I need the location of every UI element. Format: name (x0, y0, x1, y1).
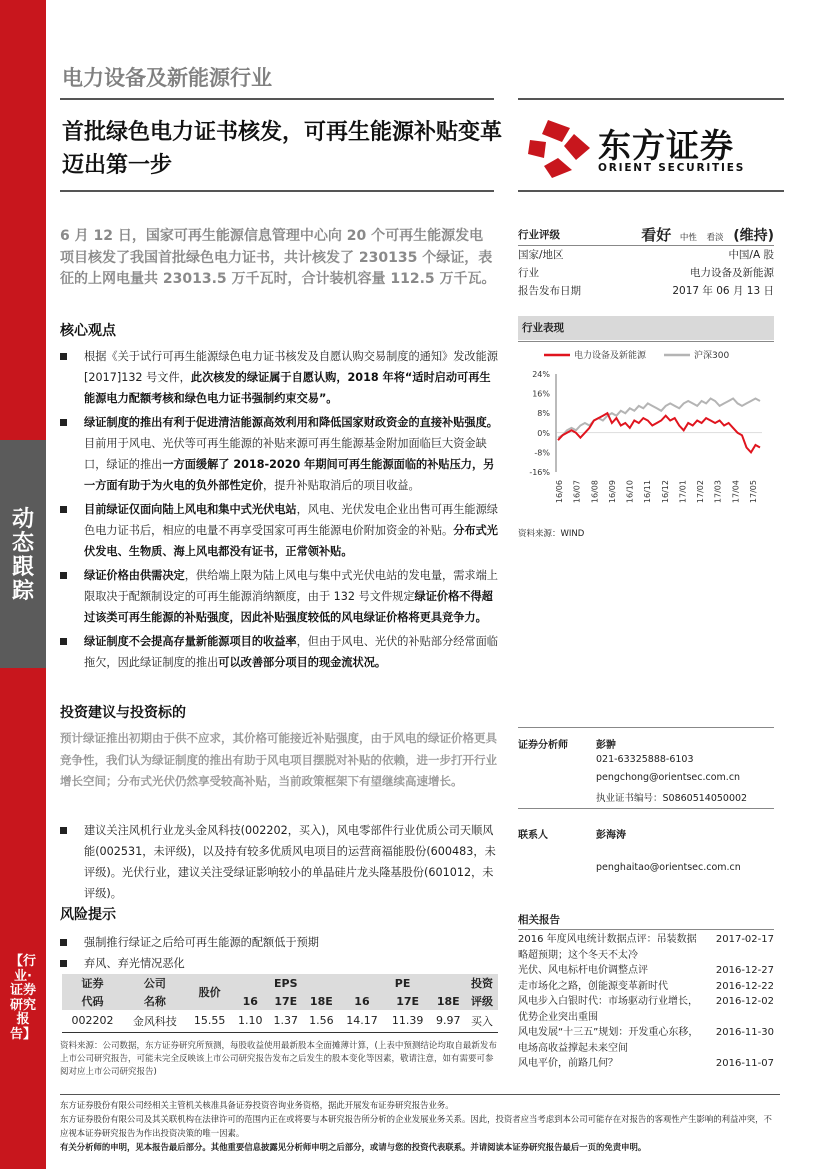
table-header: 名称 (123, 992, 187, 1010)
risk-heading: 风险提示 (60, 907, 116, 923)
table-header: 股价 (187, 974, 233, 1010)
related-item[interactable]: 略超预期；这个冬天不太冷 (518, 949, 638, 961)
related-item[interactable]: 2016 年度风电统计数据点评：吊装数据 2017-02-17 (518, 934, 774, 945)
report-type-label: 动态跟踪 (11, 507, 34, 604)
related-item[interactable]: 光伏、风电标杆电价调整点评 2016-12-27 (518, 965, 774, 976)
disclaimer (60, 1098, 780, 1154)
contact-email[interactable]: penghaitao@orientsec.com.cn (596, 862, 741, 873)
report-title: 首批绿色电力证书核发，可再生能源补贴变革迈出第一步 (62, 120, 503, 178)
x-tick-label: 16/12 (660, 480, 670, 504)
related-item[interactable]: 优势企业突出重围 (518, 1011, 598, 1023)
risk-list (60, 932, 500, 974)
brand-mark-icon (528, 118, 592, 180)
table-cell: 9.97 (431, 1010, 467, 1032)
related-item[interactable]: 风电步入白银时代：市场驱动行业增长， 2016-12-02 (518, 996, 774, 1007)
table-cell: 15.55 (187, 1010, 233, 1032)
table-cell: 1.56 (304, 1010, 340, 1032)
table-cell: 002202 (62, 1010, 123, 1032)
list-item: 建议关注风机行业龙头金风科技(002202，买入)，风电零部件行业优质公司天顺风能(002531，未评级)，以及持有较多优质风电项目的运营商福能股份(600483，未评级)。光伏行业，建议关注受绿证影响较小的单晶硅片龙头隆基股份(601012，未评级)。 (60, 820, 500, 904)
y-tick-label: -16% (529, 468, 550, 477)
divider (518, 341, 774, 342)
rating-sub: 看淡 (706, 233, 724, 243)
brand-logo (528, 118, 788, 180)
table-cell: 买入 (466, 1010, 498, 1032)
x-tick-label: 16/09 (607, 480, 617, 504)
x-tick-label: 16/07 (572, 480, 582, 504)
report-category-label: 【行业·证券研究报告】 (9, 954, 36, 1042)
chart-source: 资料来源：WIND (518, 529, 585, 539)
invest-list (60, 820, 500, 907)
stock-table (62, 974, 498, 1033)
table-header: 18E (431, 992, 467, 1010)
divider (60, 190, 494, 192)
table-header: EPS (232, 974, 339, 992)
table-header: 17E (268, 992, 304, 1010)
x-tick-label: 16/08 (590, 480, 600, 504)
related-item[interactable]: 风电发展“十三五”规划：开发重心东移， 2016-11-30 (518, 1027, 774, 1038)
chart-title: 行业表现 (518, 316, 774, 340)
disclaimer-line: 东方证券股份有限公司及其关联机构在法律许可的范围内正在或将要与本研究报告所分析的企业发展业务关系。因此，投资者应当考虑到本公司可能存在对报告的客观性产生影响的利益冲突，不应视本证券研究报告为作出投资决策的唯一因素。 (60, 1114, 772, 1138)
core-list (60, 346, 500, 676)
rating-box (518, 224, 774, 300)
x-tick-label: 17/05 (749, 480, 758, 504)
table-header: 投资 (466, 974, 498, 992)
x-tick-label: 17/04 (731, 480, 741, 504)
divider (518, 190, 784, 192)
analyst-label: 证券分析师 (518, 740, 568, 751)
y-tick-label: 8% (537, 409, 550, 419)
related-item[interactable]: 风电平价，前路几何？ 2016-11-07 (518, 1058, 774, 1069)
x-tick-label: 17/02 (696, 480, 706, 504)
divider (518, 98, 784, 100)
industry-performance-chart (518, 344, 774, 520)
analyst-cert: 执业证书编号：S0860514050002 (596, 793, 748, 804)
brand-name-en: ORIENT SECURITIES (598, 162, 746, 174)
rating-sub: 中性 (679, 233, 697, 243)
analyst-name: 彭翀 (596, 740, 616, 751)
table-cell: 1.37 (268, 1010, 304, 1032)
list-item: 强制推行绿证之后给可再生能源的配额低于预期 (60, 932, 500, 953)
table-header: 16 (339, 992, 385, 1010)
y-tick-label: 0% (537, 428, 550, 438)
list-item: 绿证价格由供需决定，供给端上限为陆上风电与集中式光伏电站的发电量，需求端上限取决于配额制设定的可再生能源消纳额度，由于 132 号文件规定绿证价格不得超过该类可再生能源的补贴强度，因此补贴强度较低的风电绿证价格将更具竞争力。 (60, 565, 500, 628)
x-tick-label: 16/06 (555, 480, 564, 504)
table-header: 证券 (62, 974, 123, 992)
list-item: 绿证制度的推出有利于促进清洁能源高效利用和降低国家财政资金的直接补贴强度。目前用于风电、光伏等可再生能源的补贴来源可再生能源基金附加面临巨大资金缺口，绿证的推出一方面缓解了 2018-2020 年期间可再生能源面临的补贴压力，另一方面有助于为火电的负外部性定价，提升补贴取消后的项目收益。 (60, 412, 500, 496)
y-tick-label: 24% (532, 370, 550, 379)
table-header: 评级 (466, 992, 498, 1010)
disclaimer-line: 有关分析师的申明，见本报告最后部分。其他重要信息披露见分析师申明之后部分，或请与您的投资代表联系。并请阅读本证券研究报告最后一页的免责申明。 (60, 1142, 647, 1152)
y-tick-label: -8% (534, 448, 550, 458)
rating-label: 行业评级 (518, 229, 560, 241)
list-item: 目前绿证仅面向陆上风电和集中式光伏电站，风电、光伏发电企业出售可再生能源绿色电力证书后，相应的电量不再享受国家可再生能源电价附加资金的补贴。分布式光伏发电、生物质、海上风电都没有证书，正常领补贴。 (60, 499, 500, 562)
table-cell: 金风科技 (123, 1010, 187, 1032)
table-cell: 1.10 (232, 1010, 268, 1032)
table-header: 17E (385, 992, 431, 1010)
legend-label: 电力设备及新能源 (574, 351, 647, 361)
related-reports (518, 912, 774, 1072)
core-heading: 核心观点 (60, 323, 116, 339)
analyst-email[interactable]: pengchong@orientsec.com.cn (596, 772, 741, 783)
analyst-phone: 021-63325888-6103 (596, 754, 694, 765)
x-tick-label: 16/10 (625, 480, 635, 504)
table-cell: 11.39 (385, 1010, 431, 1032)
table-header: 18E (304, 992, 340, 1010)
rating-row: 行业 电力设备及新能源 (518, 267, 774, 279)
invest-heading: 投资建议与投资标的 (60, 705, 186, 721)
table-header: 16 (232, 992, 268, 1010)
list-item: 绿证制度不会提高存量新能源项目的收益率，但由于风电、光伏的补贴部分经常面临拖欠，因此绿证制度的推出可以改善部分项目的现金流状况。 (60, 631, 500, 673)
table-cell: 14.17 (339, 1010, 385, 1032)
divider (60, 1094, 780, 1095)
rating-row: 国家/地区 中国/A 股 (518, 249, 774, 261)
table-header: PE (339, 974, 466, 992)
x-tick-label: 17/03 (713, 480, 723, 504)
disclaimer-line: 东方证券股份有限公司经相关主管机关核准具备证券投资咨询业务资格，据此开展发布证券研究报告业务。 (60, 1100, 454, 1110)
x-tick-label: 16/11 (643, 480, 653, 504)
rating-status: (维持) (733, 228, 774, 244)
industry-title: 电力设备及新能源行业 (62, 66, 272, 90)
divider (60, 98, 494, 100)
y-tick-label: 16% (532, 389, 550, 399)
list-item: 弃风、弃光情况恶化 (60, 953, 500, 974)
rating-value: 看好 (641, 226, 672, 244)
table-header: 公司 (123, 974, 187, 992)
table-row (62, 1010, 498, 1032)
divider (518, 808, 774, 809)
table-footnote: 资料来源：公司数据，东方证券研究所预测，每股收益使用最新股本全面摊薄计算，(上表中预测结论均取自最新发布上市公司研究报告，可能未完全反映该上市公司研究报告发布之后发生的股本变化等因素，敬请注意，如有需要可参阅对应上市公司研究报告) (60, 1041, 497, 1077)
brand-name-cn: 东方证券 (598, 126, 734, 165)
related-item[interactable]: 电场高收益撑起未来空间 (518, 1042, 628, 1054)
related-item[interactable]: 走市场化之路，创能源变革新时代 2016-12-22 (518, 980, 774, 992)
contact-name: 彭海涛 (596, 830, 626, 841)
list-item: 根据《关于试行可再生能源绿色电力证书核发及自愿认购交易制度的通知》发改能源[2017]132 号文件，此次核发的绿证属于自愿认购，2018 年将“适时启动可再生能源电力配额考核和绿色电力证书强制约束交易”。 (60, 346, 500, 409)
rating-value-group (641, 224, 774, 245)
related-heading: 相关报告 (518, 912, 774, 930)
legend-label: 沪深300 (694, 351, 730, 361)
divider (518, 727, 774, 728)
summary: 6 月 12 日，国家可再生能源信息管理中心向 20 个可再生能源发电项目核发了我国首批绿色电力证书，共计核发了 230135 个绿证，表征的上网电量共 23013.5 万千瓦时，合计装机容量 112.5 万千瓦。 (60, 228, 496, 287)
contact-label: 联系人 (518, 830, 548, 841)
invest-para: 预计绿证推出初期由于供不应求，其价格可能接近补贴强度，由于风电的绿证价格更具竞争性，我们认为绿证制度的推出有助于风电项目摆脱对补贴的依赖，进一步打开行业增长空间；分布式光伏仍然享受较高补贴，当前政策框架下有望继续高速增长。 (60, 731, 497, 788)
table-header: 代码 (62, 992, 123, 1010)
x-tick-label: 17/01 (678, 480, 688, 504)
series-line (558, 399, 760, 438)
rating-row: 报告发布日期 2017 年 06 月 13 日 (518, 285, 774, 297)
